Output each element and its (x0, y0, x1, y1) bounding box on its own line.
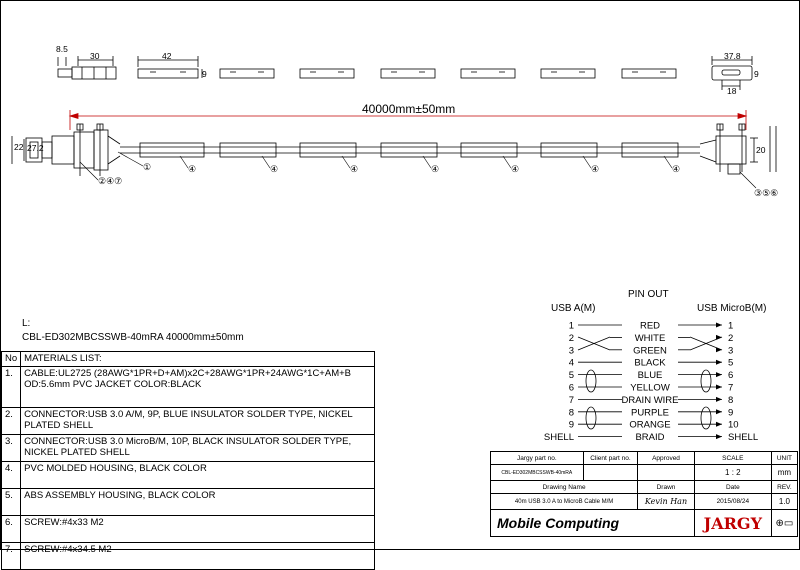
materials-row (2, 367, 375, 408)
tb-rev: 1.0 (771, 494, 797, 510)
materials-row-no: 2. (2, 408, 21, 435)
pin-color-label: ORANGE (629, 419, 671, 431)
callout-4-d: ④ (431, 164, 440, 174)
pin-color-label: BLUE (637, 370, 663, 382)
dim-22: 22 (14, 142, 24, 152)
pinout-title: PIN OUT (628, 289, 669, 300)
cable-assembly (12, 124, 776, 176)
tb-logo-jargy: JARGY (694, 510, 771, 537)
materials-row-text: CONNECTOR:USB 3.0 MicroB/M, 10P, BLACK INSULATOR SOLDER TYPE, NICKEL PLATED SHELL (21, 435, 375, 462)
dim-30: 30 (90, 51, 100, 61)
pin-right-label: 9 (728, 407, 734, 419)
materials-row-text: CABLE:UL2725 (28AWG*1PR+D+AM)x2C+28AWG*1PR+24AWG*1C+AM+B OD:5.6mm PVC JACKET COLOR:BLACK (21, 367, 375, 408)
overall-length-label: 40000mm±50mm (362, 102, 456, 116)
pin-left-label: 3 (568, 345, 574, 357)
materials-table (1, 351, 375, 570)
pin-color-label: RED (639, 320, 661, 332)
materials-header-no: No (2, 352, 21, 367)
pin-color-label: PURPLE (630, 407, 670, 419)
callout-4-f: ④ (591, 164, 600, 174)
pin-left-label: 8 (568, 407, 574, 419)
materials-row (2, 489, 375, 516)
dim-18: 18 (727, 86, 737, 96)
pinout-left-title: USB A(M) (551, 303, 596, 314)
callout-4-b: ④ (270, 164, 279, 174)
tb-drawing-name: 40m USB 3.0 A to MicroB Cable M/M (491, 494, 638, 510)
pin-color-label: BLACK (634, 357, 666, 369)
pin-right-label: 6 (728, 370, 734, 382)
top-sleeves (220, 69, 676, 78)
pin-color-label: WHITE (634, 332, 666, 344)
callout-4-g: ④ (672, 164, 681, 174)
tb-h-client-part: Client part no. (583, 452, 638, 465)
pin-arrow (716, 360, 722, 365)
top-left-connector-view (58, 56, 116, 79)
callout-2-4-7: ②④⑦ (98, 176, 123, 186)
pin-left-label: 4 (568, 357, 574, 369)
materials-row (2, 408, 375, 435)
materials-row-text: SCREW:#4x33 M2 (21, 516, 375, 543)
pin-left-label: 6 (568, 382, 574, 394)
tb-h-unit: UNIT (771, 452, 797, 465)
dim-20: 20 (756, 145, 766, 155)
callout-4-a: ④ (188, 164, 197, 174)
dim-37-8: 37.8 (724, 51, 741, 61)
pin-right-label: 5 (728, 357, 734, 369)
tb-h-date: Date (694, 481, 771, 494)
materials-row-no: 7. (2, 543, 21, 570)
pin-right-label: SHELL (728, 432, 759, 444)
pin-right-label: 2 (728, 332, 734, 344)
pin-arrow (716, 409, 722, 414)
tb-h-scale: SCALE (694, 452, 771, 465)
materials-row-text: SCREW:#4x34.5 M2 (21, 543, 375, 570)
dim-9-right: 9 (754, 69, 759, 79)
materials-row (2, 516, 375, 543)
pinout-rows (544, 321, 758, 444)
materials-row-no: 6. (2, 516, 21, 543)
tb-projection-icon: ⊕▭ (771, 510, 797, 537)
tb-h-drawing-name: Drawing Name (491, 481, 638, 494)
materials-row-text: PVC MOLDED HOUSING, BLACK COLOR (21, 462, 375, 489)
materials-row-no: 3. (2, 435, 21, 462)
pin-right-label: 8 (728, 394, 734, 406)
pin-left-label: 1 (568, 320, 574, 332)
pin-left-label: 9 (568, 419, 574, 431)
callout-4-c: ④ (350, 164, 359, 174)
pin-left-label: 7 (568, 394, 574, 406)
pin-arrow (716, 422, 722, 427)
dim-42: 42 (162, 51, 172, 61)
tb-client-part (583, 465, 638, 481)
materials-row-text: CONNECTOR:USB 3.0 A/M, 9P, BLUE INSULATOR SOLDER TYPE, NICKEL PLATED SHELL (21, 408, 375, 435)
dim-27-2: 27.2 (27, 143, 44, 153)
callout-1: ① (143, 162, 152, 172)
tb-approved (638, 465, 695, 481)
tb-h-rev: REV. (771, 481, 797, 494)
tb-h-approved: Approved (638, 452, 695, 465)
pin-left-label: 5 (568, 370, 574, 382)
pin-arrow (716, 397, 722, 402)
top-right-connector-view (712, 56, 752, 90)
callout-4-e: ④ (511, 164, 520, 174)
tb-drawn: Kevin Han (638, 494, 695, 510)
tb-logo-mobile-computing: Mobile Computing (491, 510, 695, 537)
note-line-1: L: (22, 318, 31, 329)
materials-header-title: MATERIALS LIST: (21, 352, 375, 367)
pin-arrow (716, 372, 722, 377)
tb-date: 2015/08/24 (694, 494, 771, 510)
pin-color-label: DRAIN WIRE (621, 394, 679, 406)
materials-row-no: 1. (2, 367, 21, 408)
pin-arrow (716, 323, 722, 328)
materials-row (2, 435, 375, 462)
note-line-2: CBL-ED302MBCSSWB-40mRA 40000mm±50mm (22, 332, 244, 343)
title-block (490, 451, 798, 537)
pin-left-label: 2 (568, 332, 574, 344)
pin-arrow (716, 385, 722, 390)
materials-row (2, 462, 375, 489)
pin-arrow (716, 434, 722, 439)
dim-9: 9 (202, 69, 207, 79)
pin-left-label: SHELL (543, 432, 574, 444)
pin-color-label: GREEN (633, 345, 667, 357)
pin-color-label: YELLOW (630, 382, 670, 394)
pin-right-label: 1 (728, 320, 734, 332)
callout-3-5-6: ③⑤⑥ (754, 188, 779, 198)
materials-row-no: 4. (2, 462, 21, 489)
materials-row (2, 543, 375, 570)
pin-right-label: 3 (728, 345, 734, 357)
pin-color-label: BRAID (635, 432, 665, 444)
tb-jargy-part: CBL-ED302MBCSSWB-40mRA (491, 465, 584, 481)
pin-right-label: 10 (728, 419, 739, 431)
pinout-right-title: USB MicroB(M) (697, 303, 767, 314)
dim-8-5: 8.5 (56, 44, 68, 54)
tb-h-jargy-part: Jargy part no. (491, 452, 584, 465)
materials-row-text: ABS ASSEMBLY HOUSING, BLACK COLOR (21, 489, 375, 516)
pin-right-label: 7 (728, 382, 734, 394)
tb-scale: 1 : 2 (694, 465, 771, 481)
materials-row-no: 5. (2, 489, 21, 516)
tb-unit: mm (771, 465, 797, 481)
tb-h-drawn: Drawn (638, 481, 695, 494)
